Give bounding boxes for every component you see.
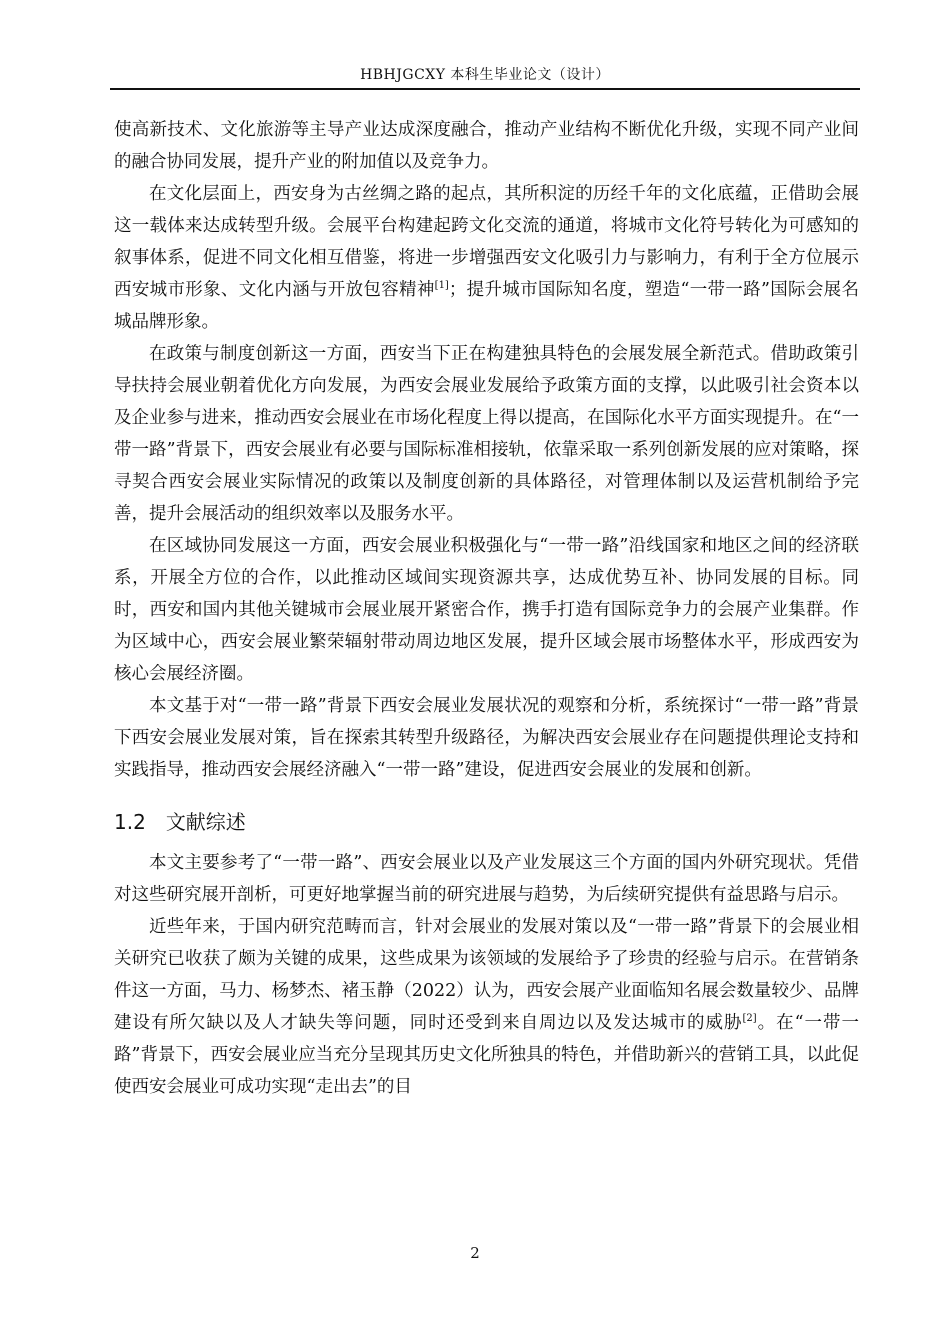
paragraph-text: 在政策与制度创新这一方面，西安当下正在构建独具特色的会展发展全新范式。借助政策引导扶持会展业朝着优化方向发展，为西安会展业发展给予政策方面的支撑，以此吸引社会资本以及企业参与进来，推动西安会展业在市场化程度上得以提高，在国际化水平方面实现提升。在“一带一路”背景下，西安会展业有必要与国际标准相接轨，依靠采取一系列创新发展的应对策略，探寻契合西安会展业实际情况的政策以及制度创新的具体路径，对管理体制以及运营机制给予完善，提升会展活动的组织效率以及服务水平。 (114, 344, 859, 524)
paragraph (114, 911, 859, 1103)
paragraph-text: ；提升城市国际知名度，塑造“一带一路”国际会展名城品牌形象。 (114, 280, 859, 332)
paragraph (114, 114, 859, 178)
header-rule (110, 88, 860, 90)
citation-marker: [1] (434, 280, 449, 292)
paragraph-text: 使高新技术、文化旅游等主导产业达成深度融合，推动产业结构不断优化升级，实现不同产业间的融合协同发展，提升产业的附加值以及竞争力。 (114, 120, 859, 172)
paragraph-text: 本文主要参考了“一带一路”、西安会展业以及产业发展这三个方面的国内外研究现状。凭借对这些研究展开剖析，可更好地掌握当前的研究进展与趋势，为后续研究提供有益思路与启示。 (114, 853, 859, 905)
section-heading (114, 805, 859, 839)
paragraph (114, 847, 859, 911)
paragraph-text: 在区域协同发展这一方面，西安会展业积极强化与“一带一路”沿线国家和地区之间的经济联系，开展全方位的合作，以此推动区域间实现资源共享，达成优势互补、协同发展的目标。同时，西安和国内其他关键城市会展业展开紧密合作，携手打造有国际竞争力的会展产业集群。作为区域中心，西安会展业繁荣辐射带动周边地区发展，提升区域会展市场整体水平，形成西安为核心会展经济圈。 (114, 536, 859, 684)
body-text (114, 114, 859, 1103)
paragraph (114, 178, 859, 338)
paragraph-text: 在文化层面上，西安身为古丝绸之路的起点，其所积淀的历经千年的文化底蕴，正借助会展这一载体来达成转型升级。会展平台构建起跨文化交流的通道，将城市文化符号转化为可感知的叙事体系，促进不同文化相互借鉴，将进一步增强西安文化吸引力与影响力，有利于全方位展示西安城市形象、文化内涵与开放包容精神 (114, 184, 859, 300)
section-title: 文献综述 (165, 810, 246, 834)
running-header: HBHJGCXY 本科生毕业论文（设计） (360, 67, 610, 83)
paragraph-text: 。在“一带一路”背景下，西安会展业应当充分呈现其历史文化所独具的特色，并借助新兴的营销工具，以此促使西安会展业可成功实现“走出去”的目 (114, 1013, 859, 1097)
paragraph (114, 690, 859, 786)
paragraph-text: 近些年来，于国内研究范畴而言，针对会展业的发展对策以及“一带一路”背景下的会展业相关研究已收获了颇为关键的成果，这些成果为该领域的发展给予了珍贵的经验与启示。在营销条件这一方面，马力、杨梦杰、褚玉静（2022）认为，西安会展产业面临知名展会数量较少、品牌建设有所欠缺以及人才缺失等问题，同时还受到来自周边以及发达城市的威胁 (114, 917, 859, 1033)
page-number: 2 (470, 1244, 480, 1262)
section-number: 1.2 (114, 810, 146, 834)
paragraph (114, 530, 859, 690)
citation-marker: [2] (742, 1013, 757, 1025)
paragraph (114, 338, 859, 530)
paragraph-text: 本文基于对“一带一路”背景下西安会展业发展状况的观察和分析，系统探讨“一带一路”背景下西安会展业发展对策，旨在探索其转型升级路径，为解决西安会展业存在问题提供理论支持和实践指导，推动西安会展经济融入“一带一路”建设，促进西安会展业的发展和创新。 (114, 696, 859, 780)
